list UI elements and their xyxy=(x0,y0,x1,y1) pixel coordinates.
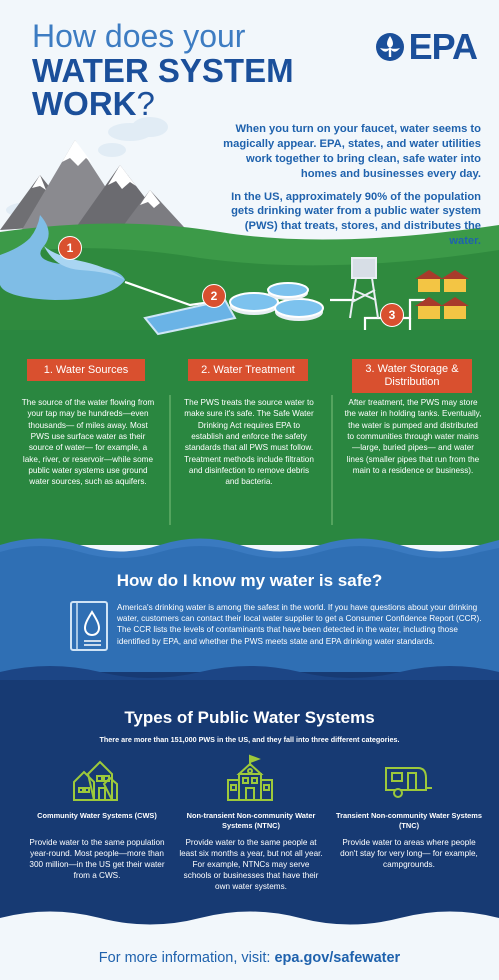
marker-2: 2 xyxy=(202,284,226,308)
safety-text: America's drinking water is among the safest in the world. If you have questions about your drinking water, customers can contact their local water supplier to get a Consumer Confidence Report (CCR). The CCR lists the levels of contaminants that have been detected in the water, including those identified by EPA, and whether the PWS meets state and EPA drinking water standards. xyxy=(117,603,482,646)
type-tnc-name: Transient Non-community Water Systems (TNC) xyxy=(336,811,482,830)
step-3-text: After treatment, the PWS may store the water in holding tanks. Eventually, the water is pumped and distributed to communities through water mains—large, buried pipes— and water lines (smaller pipes that run from the main to a residence or business). xyxy=(344,398,482,475)
type-cws-name: Community Water Systems (CWS) xyxy=(37,811,157,820)
type-ntnc-desc: Provide water to the same people at least six months a year, but not all year. For example, NTNCs may serve schools or businesses that have their own water systems. xyxy=(179,838,323,892)
document-water-drop-icon xyxy=(68,600,110,652)
camper-icon xyxy=(382,762,434,800)
school-icon xyxy=(225,754,275,804)
safety-title: How do I know my water is safe? xyxy=(116,571,383,590)
title-line-1: How does your xyxy=(32,18,246,54)
title-question-mark: ? xyxy=(136,85,155,122)
footer xyxy=(0,950,499,966)
epa-logo xyxy=(375,26,477,68)
intro-text xyxy=(211,122,481,257)
marker-1: 1 xyxy=(58,236,82,260)
epa-flower-icon xyxy=(375,32,405,62)
title-line-3 xyxy=(32,87,294,120)
type-cws-desc: Provide water to the same population year-round. Most people—more than 300 million—in the US get their water from a CWS. xyxy=(29,838,165,881)
epa-logo-text: EPA xyxy=(408,26,477,67)
houses-icon xyxy=(70,756,120,804)
types-title: Types of Public Water Systems xyxy=(124,708,375,727)
types-subtitle: There are more than 151,000 PWS in the US, and they fall into three different categories. xyxy=(99,735,400,744)
intro-paragraph-2: In the US, approximately 90% of the population gets drinking water from a public water system (PWS) that treats, stores, and distributes the water. xyxy=(231,190,481,248)
footer-prefix: For more information, visit: xyxy=(98,950,275,966)
step-3-title: 3. Water Storage & Distribution xyxy=(352,359,472,393)
footer-link[interactable]: epa.gov/safewater xyxy=(274,950,401,966)
title-line-2: WATER SYSTEM xyxy=(32,52,294,89)
step-1-title: 1. Water Sources xyxy=(27,359,145,381)
type-tnc-desc: Provide water to areas where people don't stay for very long— for example, campgrounds. xyxy=(340,838,478,870)
step-1-text: The source of the water flowing from your tap may be hundreds—even thousands— of miles away. Most PWS use surface water as their source of water— for example, a lake, river, or reservoir—while some public water systems use ground water sources, such as aquifers. xyxy=(21,398,155,487)
marker-3: 3 xyxy=(380,303,404,327)
page-title xyxy=(32,20,294,120)
step-2-text: The PWS treats the source water to make sure it's safe. The Safe Water Drinking Act requires EPA to establish and enforce the safety standards that all PWS must follow. Treatment methods include filtration and disinfection to remove debris and bacteria. xyxy=(184,398,314,487)
title-line-3-word: WORK xyxy=(32,85,137,122)
intro-paragraph-1: When you turn on your faucet, water seems to magically appear. EPA, states, and water utilities work together to bring clean, safe water into homes and businesses every day. xyxy=(223,123,481,180)
step-2-title: 2. Water Treatment xyxy=(188,359,308,381)
type-ntnc-name: Non-transient Non-community Water Systems (NTNC) xyxy=(186,811,316,830)
